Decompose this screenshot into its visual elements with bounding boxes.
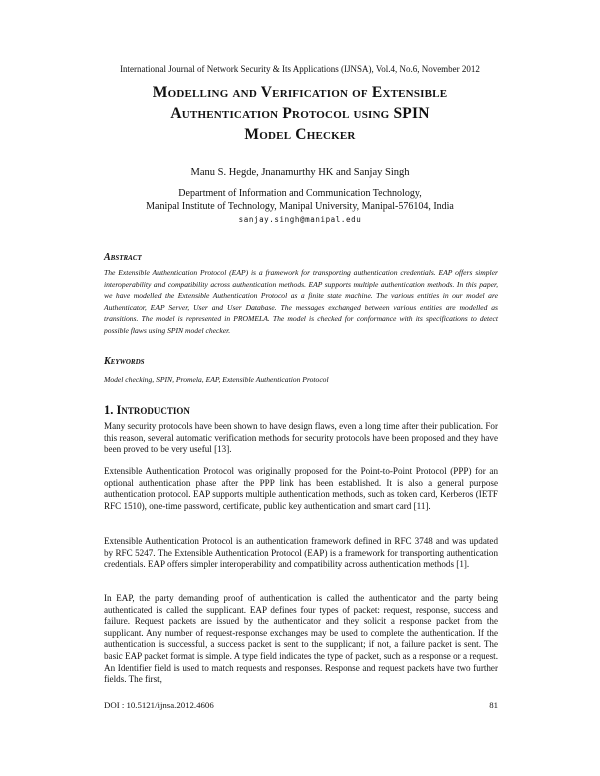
title-line-3: Model Checker bbox=[244, 126, 356, 143]
title-line-2: Authentication Protocol using SPIN bbox=[170, 105, 430, 122]
abstract-heading: Abstract bbox=[104, 252, 142, 263]
author-email: sanjay.singh@manipal.edu bbox=[238, 215, 362, 224]
doi-text: DOI : 10.5121/ijnsa.2012.4606 bbox=[104, 700, 214, 710]
affiliation-line-1: Department of Information and Communication Technology, bbox=[178, 188, 422, 199]
intro-paragraph: In EAP, the party demanding proof of authentication is called the authenticator and the party being authenticated is called the supplicant. EAP defines four types of packet: request, response, success and failure. Request packets are issued by the authenticator and they solicit a response packet from the supplicant. Any number of request-response exchanges may be used to complete the authentication. If the authentication is successful, a success packet is sent to the supplicant; if not, a failure packet is sent. The basic EAP packet format is simple. A type field indicates the type of packet, such as a response or a request. An Identifier field is used to match requests and responses. Response and request packets have two further fields. The first, bbox=[104, 593, 498, 685]
intro-paragraph: Many security protocols have been shown to have design flaws, even a long time after their publication. For this reason, several automatic verification methods for security protocols have been proposed and they have been proved to be very useful [13]. bbox=[104, 421, 498, 455]
intro-paragraph: Extensible Authentication Protocol was originally proposed for the Point-to-Point Protocol (PPP) for an optional authentication phase after the PPP link has been established. It is also a general purpose authentication protocol. EAP supports multiple authentication methods, such as token card, Kerberos (IETF RFC 1510), one-time password, certificate, public key authentication and smart card [11]. bbox=[104, 466, 498, 511]
keywords-text: Model checking, SPIN, Promela, EAP, Extensible Authentication Protocol bbox=[104, 375, 329, 384]
title-line-1: Modelling and Verification of Extensible bbox=[152, 84, 448, 101]
abstract-text: The Extensible Authentication Protocol (EAP) is a framework for transporting authentication credentials. EAP offers simpler interoperability and compatibility across authentication methods. EAP supports multiple authentication methods. In this paper, we have modelled the Extensible Authentication Protocol as a finite state machine. The various entities in our model are Authenticator, EAP Server, User and User Database. The messages exchanged between various entities are modelled as transitions. The model is represented in PROMELA. The model is checked for conformance with its specifications to detect possible flaws using SPIN model checker. bbox=[104, 268, 498, 335]
section-heading-introduction: 1. Introduction bbox=[104, 403, 190, 417]
author-list: Manu S. Hegde, Jnanamurthy HK and Sanjay Singh bbox=[190, 167, 410, 178]
keywords-heading: Keywords bbox=[104, 356, 145, 367]
journal-header: International Journal of Network Security & Its Applications (IJNSA), Vol.4, No.6, November 2012 bbox=[120, 64, 480, 74]
affiliation bbox=[0, 187, 600, 226]
paper-title bbox=[60, 82, 540, 145]
affiliation-line-2: Manipal Institute of Technology, Manipal University, Manipal-576104, India bbox=[146, 201, 454, 212]
page-number: 81 bbox=[489, 700, 498, 710]
intro-paragraph: Extensible Authentication Protocol is an authentication framework defined in RFC 3748 and was updated by RFC 5247. The Extensible Authentication Protocol (EAP) is a framework for transporting authentication credentials. EAP offers simpler interoperability and compatibility across authentication methods [1]. bbox=[104, 536, 498, 570]
